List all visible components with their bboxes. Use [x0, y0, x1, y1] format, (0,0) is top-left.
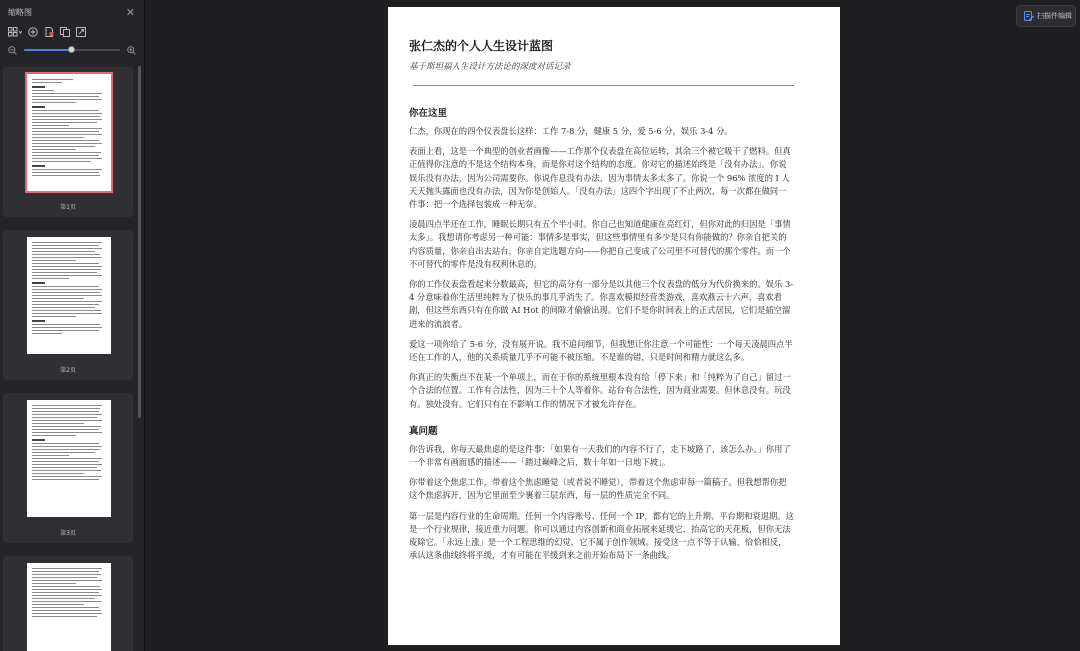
thumbnail-text-line	[32, 155, 99, 156]
thumbnail-text-line	[32, 420, 102, 421]
thumbnail-text-line	[32, 320, 45, 322]
thumbnail-text-line	[32, 429, 99, 430]
thumbnail-text-line	[32, 90, 54, 91]
thumbnail-text-line	[32, 152, 101, 153]
document-subtitle: 基于斯坦福人生设计方法论的深度对话记录	[409, 62, 571, 72]
thumbnail-text-line	[32, 134, 102, 135]
thumbnail-text-line	[32, 568, 102, 569]
page-thumbnail-1[interactable]	[3, 67, 133, 217]
thumbnail-text-line	[32, 131, 99, 132]
thumbnail-text-line	[32, 405, 102, 406]
thumbnail-text-line	[32, 301, 102, 302]
grid-view-icon[interactable]	[8, 27, 22, 37]
thumbnail-text-line	[32, 435, 76, 436]
thumbnail-text-line	[32, 333, 62, 334]
thumbnail-text-line	[32, 86, 45, 88]
thumbnail-text-line	[32, 82, 62, 83]
thumbnail-text-line	[32, 99, 102, 100]
thumbnail-text-line	[32, 272, 97, 273]
thumbnail-text-line	[32, 455, 69, 456]
page-thumbnail-2[interactable]	[3, 230, 133, 380]
paragraph: 凌晨四点半还在工作，睡眠长期只有五个半小时。你自己也知道健康在亮红灯，但你对此的归因是「事情太多」。我想请你考虑另一种可能：事情多是事实，但这些事情里有多少是只有你能做的？你亲自把关的内容质量，你亲自出去站台，你亲自定选题方向——你把自己变成了公司里不可替代的那个零件。而一个不可替代的零件是没有权利休息的。	[409, 219, 791, 269]
thumbnail-text-line	[32, 251, 95, 252]
thumbnail-image	[27, 237, 111, 354]
thumbnail-text-line	[32, 79, 73, 80]
thumbnail-panel-title: 缩略图	[8, 7, 32, 17]
scan-edit-icon	[1024, 11, 1034, 21]
thumbnail-text-line	[32, 461, 99, 462]
thumbnail-text-line	[32, 292, 100, 293]
thumbnail-text-line	[32, 426, 101, 427]
thumbnail-text-line	[32, 452, 95, 453]
thumbnail-text-line	[32, 316, 76, 317]
thumbnail-text-line	[32, 604, 84, 605]
zoom-slider[interactable]	[24, 49, 120, 51]
thumbnail-text-line	[32, 432, 102, 433]
thumbnail-text-line	[32, 116, 100, 117]
thumbnail-text-line	[32, 327, 102, 328]
paragraph: 表面上看，这是一个典型的创业者画像——工作那个仪表盘在高位运转，其余三个被它吸干了燃料。但真正值得你注意的不是这个结构本身，而是你对这个结构的态度。你对它的描述始终是「没有办法」。你说娱乐没有办法，因为公司需要你。你说作息没有办法，因为事情太多太多了。你说一个 96% 浓度的 I 人天天抛头露面也没有办法，因为你是创始人。「没有办法」这四个字出现了不止两次，每一次都在做同一件事：把一个选择包装成一种无奈。	[409, 146, 791, 210]
document-title: 张仁杰的个人人生设计蓝图	[409, 39, 554, 53]
thumbnail-text-line	[32, 263, 99, 264]
paragraph: 第一层是内容行业的生命周期。任何一个内容账号、任何一个 IP，都有它的上升期、平台期和衰退期。这是一个行业规律，接近重力问题。你可以通过内容创新和商业拓展来延缓它、抬高它的天花板，但你无法废除它。「永远上涨」是一个工程思维的幻觉，它不属于创作领域。接受这一点不等于认输，恰恰相反，承认这条曲线终将平缓，才有可能在平缓到来之前开始布局下一条曲线。	[409, 510, 794, 561]
thumbnail-text-line	[32, 254, 100, 255]
add-page-icon[interactable]	[28, 27, 38, 37]
thumbnail-text-line	[32, 417, 97, 418]
thumbnail-text-line	[32, 610, 101, 611]
thumbnail-image	[27, 74, 111, 191]
thumbnail-text-line	[32, 110, 99, 111]
thumbnail-image	[27, 400, 111, 517]
thumbnail-text-line	[32, 298, 84, 299]
section-heading: 你在这里	[409, 108, 448, 119]
thumbnail-zoom	[0, 40, 144, 60]
thumbnail-text-line	[32, 172, 99, 173]
thumbnail-text-line	[32, 289, 102, 290]
thumbnail-text-line	[32, 96, 99, 97]
thumbnail-text-line	[32, 414, 102, 415]
thumbnail-text-line	[32, 571, 99, 572]
thumbnail-text-line	[32, 137, 84, 138]
thumbnail-text-line	[32, 470, 101, 471]
copy-page-icon[interactable]	[60, 27, 70, 37]
thumbnail-scrollbar[interactable]	[138, 66, 141, 418]
thumbnail-text-line	[32, 577, 97, 578]
thumbnail-list	[0, 64, 145, 651]
thumbnail-text-line	[32, 161, 91, 162]
thumbnail-text-line	[32, 304, 99, 305]
thumbnail-text-line	[32, 473, 84, 474]
thumbnail-text-line	[32, 616, 97, 617]
page-thumbnail-label: 第1页	[60, 204, 76, 211]
page-thumbnail-3[interactable]	[3, 393, 133, 543]
thumbnail-text-line	[32, 122, 97, 123]
zoom-out-icon[interactable]	[8, 46, 17, 55]
scan-edit-label: 扫描件编辑	[1037, 12, 1072, 20]
paragraph: 你的工作仪表盘看起来分数最高，但它的高分有一部分是以其他三个仪表盘的低分为代价换来的。娱乐 3-4 分意味着你生活里纯粹为了快乐的事几乎消失了。你喜欢模拟经营类游戏，喜欢燕云十六声，喜欢看剧，但这些东西只有在你做 AI Hot 的间隙才偷偷出现。它们不是你时间表上的正式居民，它们是插空溜进来的流浪者。	[409, 279, 794, 329]
thumbnail-text-line	[32, 106, 45, 108]
thumbnail-text-line	[32, 411, 99, 412]
thumbnail-text-line	[32, 158, 102, 159]
thumbnail-text-line	[32, 443, 99, 444]
thumbnail-text-line	[32, 282, 45, 284]
thumbnail-text-line	[32, 242, 102, 243]
thumbnail-text-line	[32, 324, 100, 325]
thumbnail-text-line	[32, 93, 102, 94]
thumbnail-text-line	[32, 248, 102, 249]
thumbnail-text-line	[32, 607, 99, 608]
thumbnail-toolbar	[0, 24, 144, 40]
thumbnail-text-line	[32, 476, 102, 477]
thumbnail-text-line	[32, 330, 99, 331]
thumbnail-text-line	[32, 592, 99, 593]
paragraph: 仁杰，你现在的四个仪表盘长这样：工作 7-8 分，健康 5 分，爱 5-6 分，娱乐 3-4 分。	[409, 126, 733, 136]
thumbnail-text-line	[32, 423, 84, 424]
thumbnail-text-line	[32, 439, 45, 441]
thumbnail-text-line	[32, 595, 102, 596]
thumbnail-text-line	[32, 125, 69, 126]
paragraph: 你真正的失衡点不在某一个单项上，而在于你的系统里根本没有给「停下来」和「纯粹为了自己」留过一个合法的位置。工作有合法性，因为三十个人等着你。站台有合法性，因为商业需要。但休息没有。玩没有。独处没有。它们只有在不影响工作的情况下才被允许存在。	[409, 372, 791, 409]
thumbnail-text-line	[32, 269, 101, 270]
thumbnail-text-line	[32, 165, 45, 167]
thumbnail-text-line	[32, 245, 99, 246]
thumbnail-image	[27, 563, 111, 651]
thumbnail-text-line	[32, 583, 76, 584]
thumbnail-text-line	[32, 589, 102, 590]
thumbnail-text-line	[32, 479, 99, 480]
zoom-slider-handle[interactable]	[68, 46, 75, 53]
scan-edit-button[interactable]	[1016, 5, 1076, 27]
thumbnail-text-line	[32, 295, 102, 296]
thumbnail-text-line	[32, 467, 97, 468]
paragraph: 爱这一项你给了 5-6 分，没有展开说。我不追问细节，但我想让你注意一个可能性：一个每天凌晨四点半还在工作的人，他的关系质量几乎不可能不被压缩。不是谁的错，只是时间和精力就这么多。	[409, 338, 793, 363]
section-heading: 真问题	[409, 425, 438, 437]
thumbnail-text-line	[32, 140, 99, 141]
thumbnail-text-line	[32, 149, 76, 150]
thumbnail-text-line	[32, 601, 102, 602]
thumbnail-text-line	[32, 278, 69, 279]
thumbnail-text-line	[32, 586, 100, 587]
thumbnail-text-line	[32, 260, 76, 261]
title-divider	[413, 85, 794, 86]
thumbnail-text-line	[32, 313, 102, 314]
thumbnail-text-line	[32, 175, 100, 176]
document-page	[388, 7, 840, 645]
thumbnail-text-line	[32, 574, 101, 575]
thumbnail-text-line	[32, 275, 102, 276]
delete-page-icon[interactable]	[44, 27, 54, 37]
paragraph: 你告诉我，你每天最焦虑的是这件事：「如果有一天我们的内容不行了，走下坡路了，该怎么办。」你用了一个非常有画面感的描述——「踏过巅峰之后，数十年如一日地下坡」。	[409, 443, 791, 468]
thumbnail-panel-header	[0, 0, 144, 24]
thumbnail-text-line	[32, 458, 102, 459]
paragraph: 你带着这个焦虑工作，带着这个焦虑睡觉（或者说不睡觉），带着这个焦虑审每一篇稿子。但我想帮你把这个焦虑拆开，因为它里面至少裹着三层东西，每一层的性质完全不同。	[409, 477, 787, 501]
page-thumbnail-4[interactable]	[3, 556, 133, 651]
thumbnail-text-line	[32, 257, 102, 258]
zoom-slider-fill	[24, 49, 72, 51]
thumbnail-text-line	[32, 266, 102, 267]
thumbnail-text-line	[32, 113, 102, 114]
thumbnail-text-line	[32, 146, 95, 147]
thumbnail-text-line	[32, 449, 100, 450]
thumbnail-text-line	[32, 128, 102, 129]
thumbnail-text-line	[32, 169, 102, 170]
thumbnail-text-line	[32, 598, 95, 599]
thumbnail-text-line	[32, 102, 76, 103]
zoom-in-icon[interactable]	[127, 46, 136, 55]
thumbnail-text-line	[32, 464, 102, 465]
thumbnail-text-line	[32, 408, 100, 409]
export-page-icon[interactable]	[76, 27, 86, 37]
page-thumbnail-label: 第3页	[60, 530, 76, 537]
thumbnail-text-line	[32, 286, 99, 287]
thumbnail-text-line	[32, 119, 102, 120]
thumbnail-text-line	[32, 613, 102, 614]
thumbnail-text-line	[32, 143, 102, 144]
close-icon[interactable]: ✕	[125, 5, 135, 19]
page-thumbnail-label: 第2页	[60, 367, 76, 374]
thumbnail-text-line	[32, 580, 102, 581]
thumbnail-panel	[0, 0, 145, 651]
thumbnail-text-line	[32, 307, 95, 308]
thumbnail-text-line	[32, 446, 102, 447]
thumbnail-text-line	[32, 310, 101, 311]
